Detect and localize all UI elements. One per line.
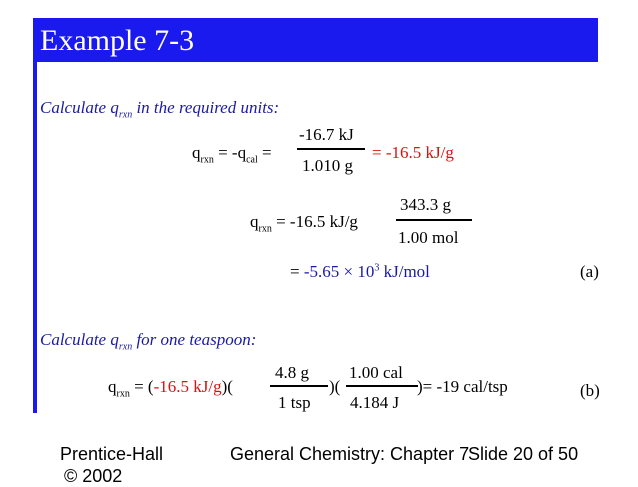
label-a: (a) xyxy=(580,262,599,281)
eq4-result: )= -19 cal/tsp xyxy=(417,377,508,396)
footer-book: General Chemistry: Chapter 7 xyxy=(230,444,470,464)
eq4-fraction-bar-1 xyxy=(270,385,328,387)
eq4-denominator-1: 1 tsp xyxy=(278,393,311,412)
eq4-numerator-1: 4.8 g xyxy=(275,363,309,382)
footer-copyright: © 2002 xyxy=(64,466,123,486)
eq1-numerator: -16.7 kJ xyxy=(299,125,354,144)
eq4-lhs: $q_{rxn} = (-16.5$ kJ/g)( xyxy=(108,377,233,400)
eq1-result: = -16.5 kJ/g xyxy=(372,143,454,162)
prompt-required-units: Calculate $q_{rxn}$ in the required units: xyxy=(40,98,280,121)
eq4-mid: )( xyxy=(329,377,341,396)
eq3-result: = $-5.65 \times 10^3$ kJ/mol xyxy=(290,262,430,281)
slide-title: Example 7-3 xyxy=(40,24,195,57)
left-rule xyxy=(33,62,37,413)
eq4-fraction-bar-2 xyxy=(346,385,418,387)
eq1-fraction-bar xyxy=(297,148,365,150)
eq2-lhs: $q_{rxn} = -16.5$ kJ/g xyxy=(250,212,358,235)
eq1-denominator: 1.010 g xyxy=(302,156,353,175)
eq1-lhs: $q_{rxn} = -q_{cal}$ = xyxy=(192,143,272,166)
footer-slide-number: Slide 20 of 50 xyxy=(468,444,579,464)
footer-publisher: Prentice-Hall xyxy=(60,444,164,464)
eq2-numerator: 343.3 g xyxy=(400,195,451,214)
eq4-denominator-2: 4.184 J xyxy=(350,393,400,412)
label-b: (b) xyxy=(580,381,600,400)
eq2-denominator: 1.00 mol xyxy=(398,228,459,247)
eq2-fraction-bar xyxy=(396,219,472,221)
eq4-numerator-2: 1.00 cal xyxy=(349,363,403,382)
prompt-one-teaspoon: Calculate $q_{rxn}$ for one teaspoon: xyxy=(40,330,257,353)
